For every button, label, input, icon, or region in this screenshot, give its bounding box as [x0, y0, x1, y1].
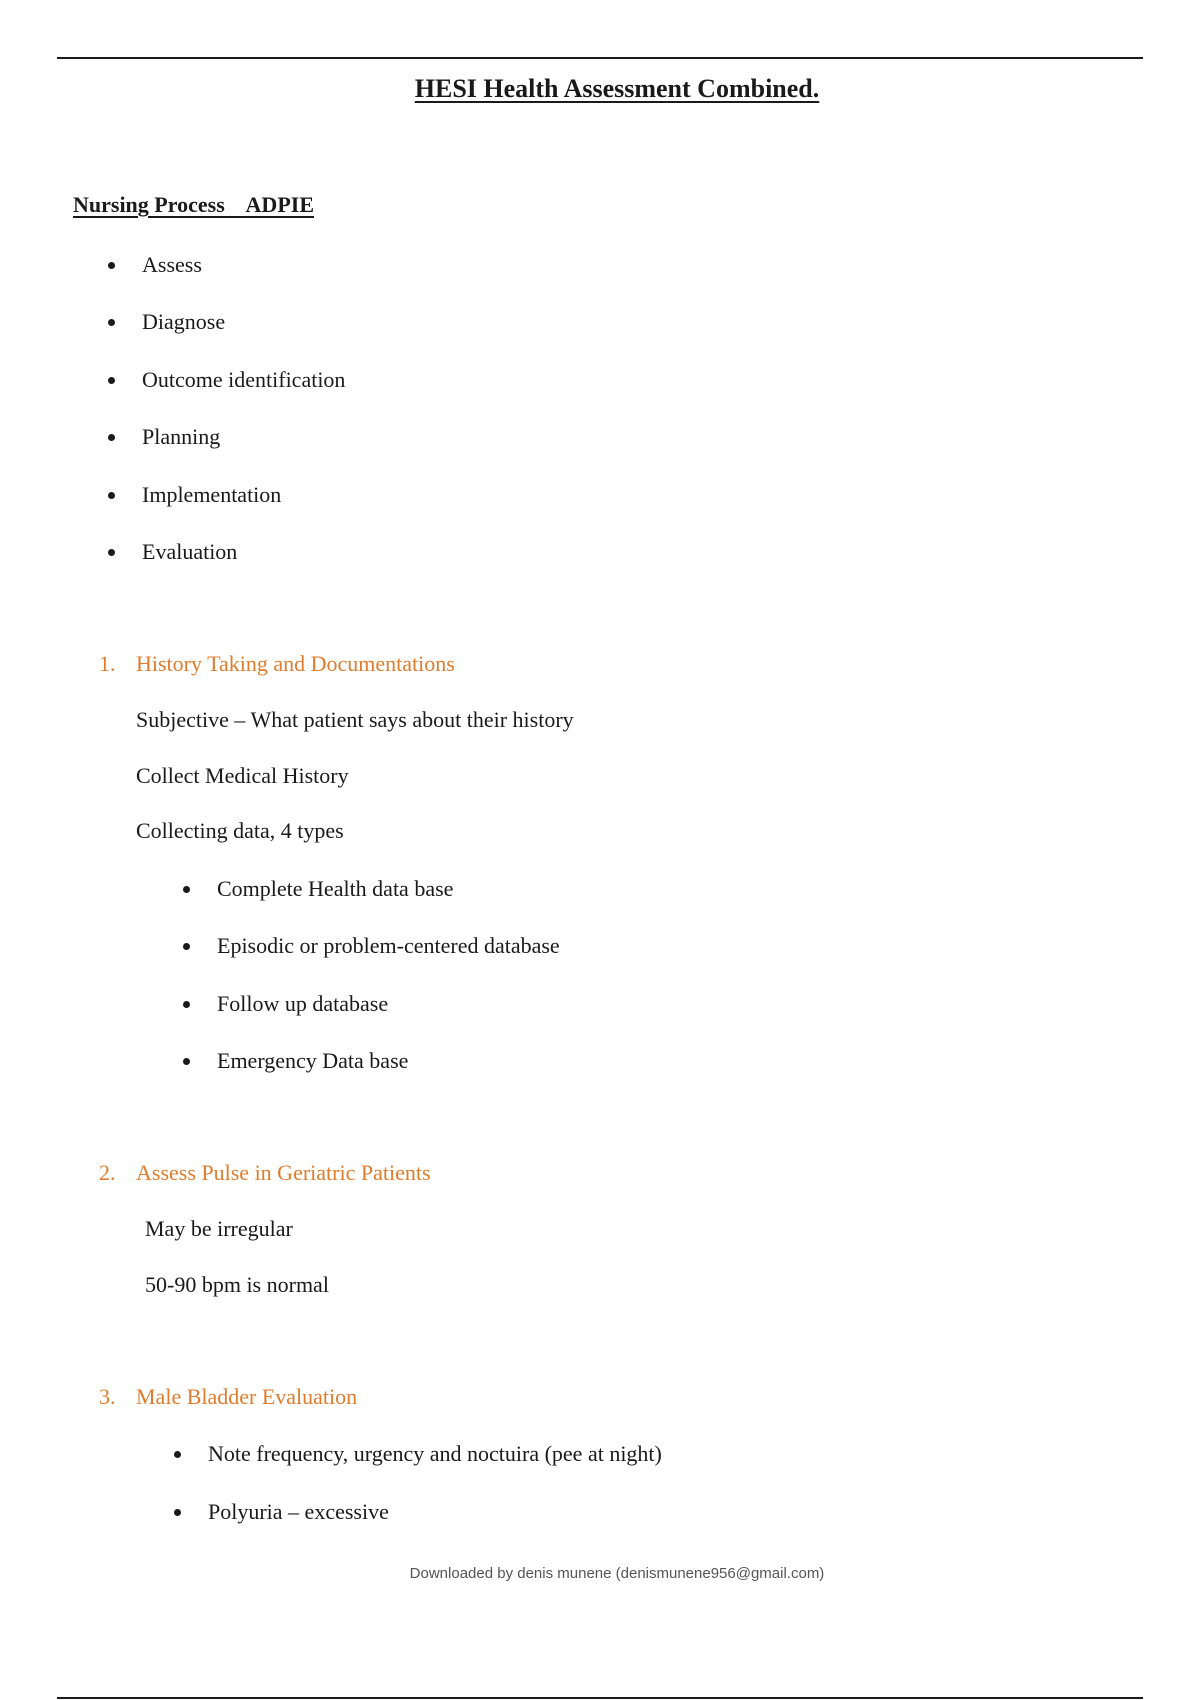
bullet-icon [108, 549, 115, 556]
nursing-process-subheading: Nursing Process ADPIE [73, 192, 314, 217]
bullet-icon [108, 377, 115, 384]
bullet-icon [183, 886, 190, 893]
bullet-icon [108, 319, 115, 326]
bullet-icon [108, 492, 115, 499]
top-rule [57, 57, 1143, 59]
section-1-paragraph: Collecting data, 4 types [136, 818, 344, 843]
bullet-icon [174, 1509, 181, 1516]
bullet-icon [108, 434, 115, 441]
bottom-rule [57, 1697, 1143, 1699]
section-1-paragraph: Collect Medical History [136, 763, 349, 788]
bullet-icon [174, 1451, 181, 1458]
document-title: HESI Health Assessment Combined. [414, 74, 820, 103]
download-footer: Downloaded by denis munene (denismunene956@gmail.com) [409, 1565, 825, 1582]
section-1-paragraph: Subjective – What patient says about their history [136, 707, 574, 732]
bullet-icon [183, 1058, 190, 1065]
bullet-icon [183, 1001, 190, 1008]
section-2-paragraph: 50-90 bpm is normal [145, 1272, 329, 1297]
bullet-icon [108, 262, 115, 269]
bullet-icon [183, 943, 190, 950]
section-2-paragraph: May be irregular [145, 1216, 293, 1241]
